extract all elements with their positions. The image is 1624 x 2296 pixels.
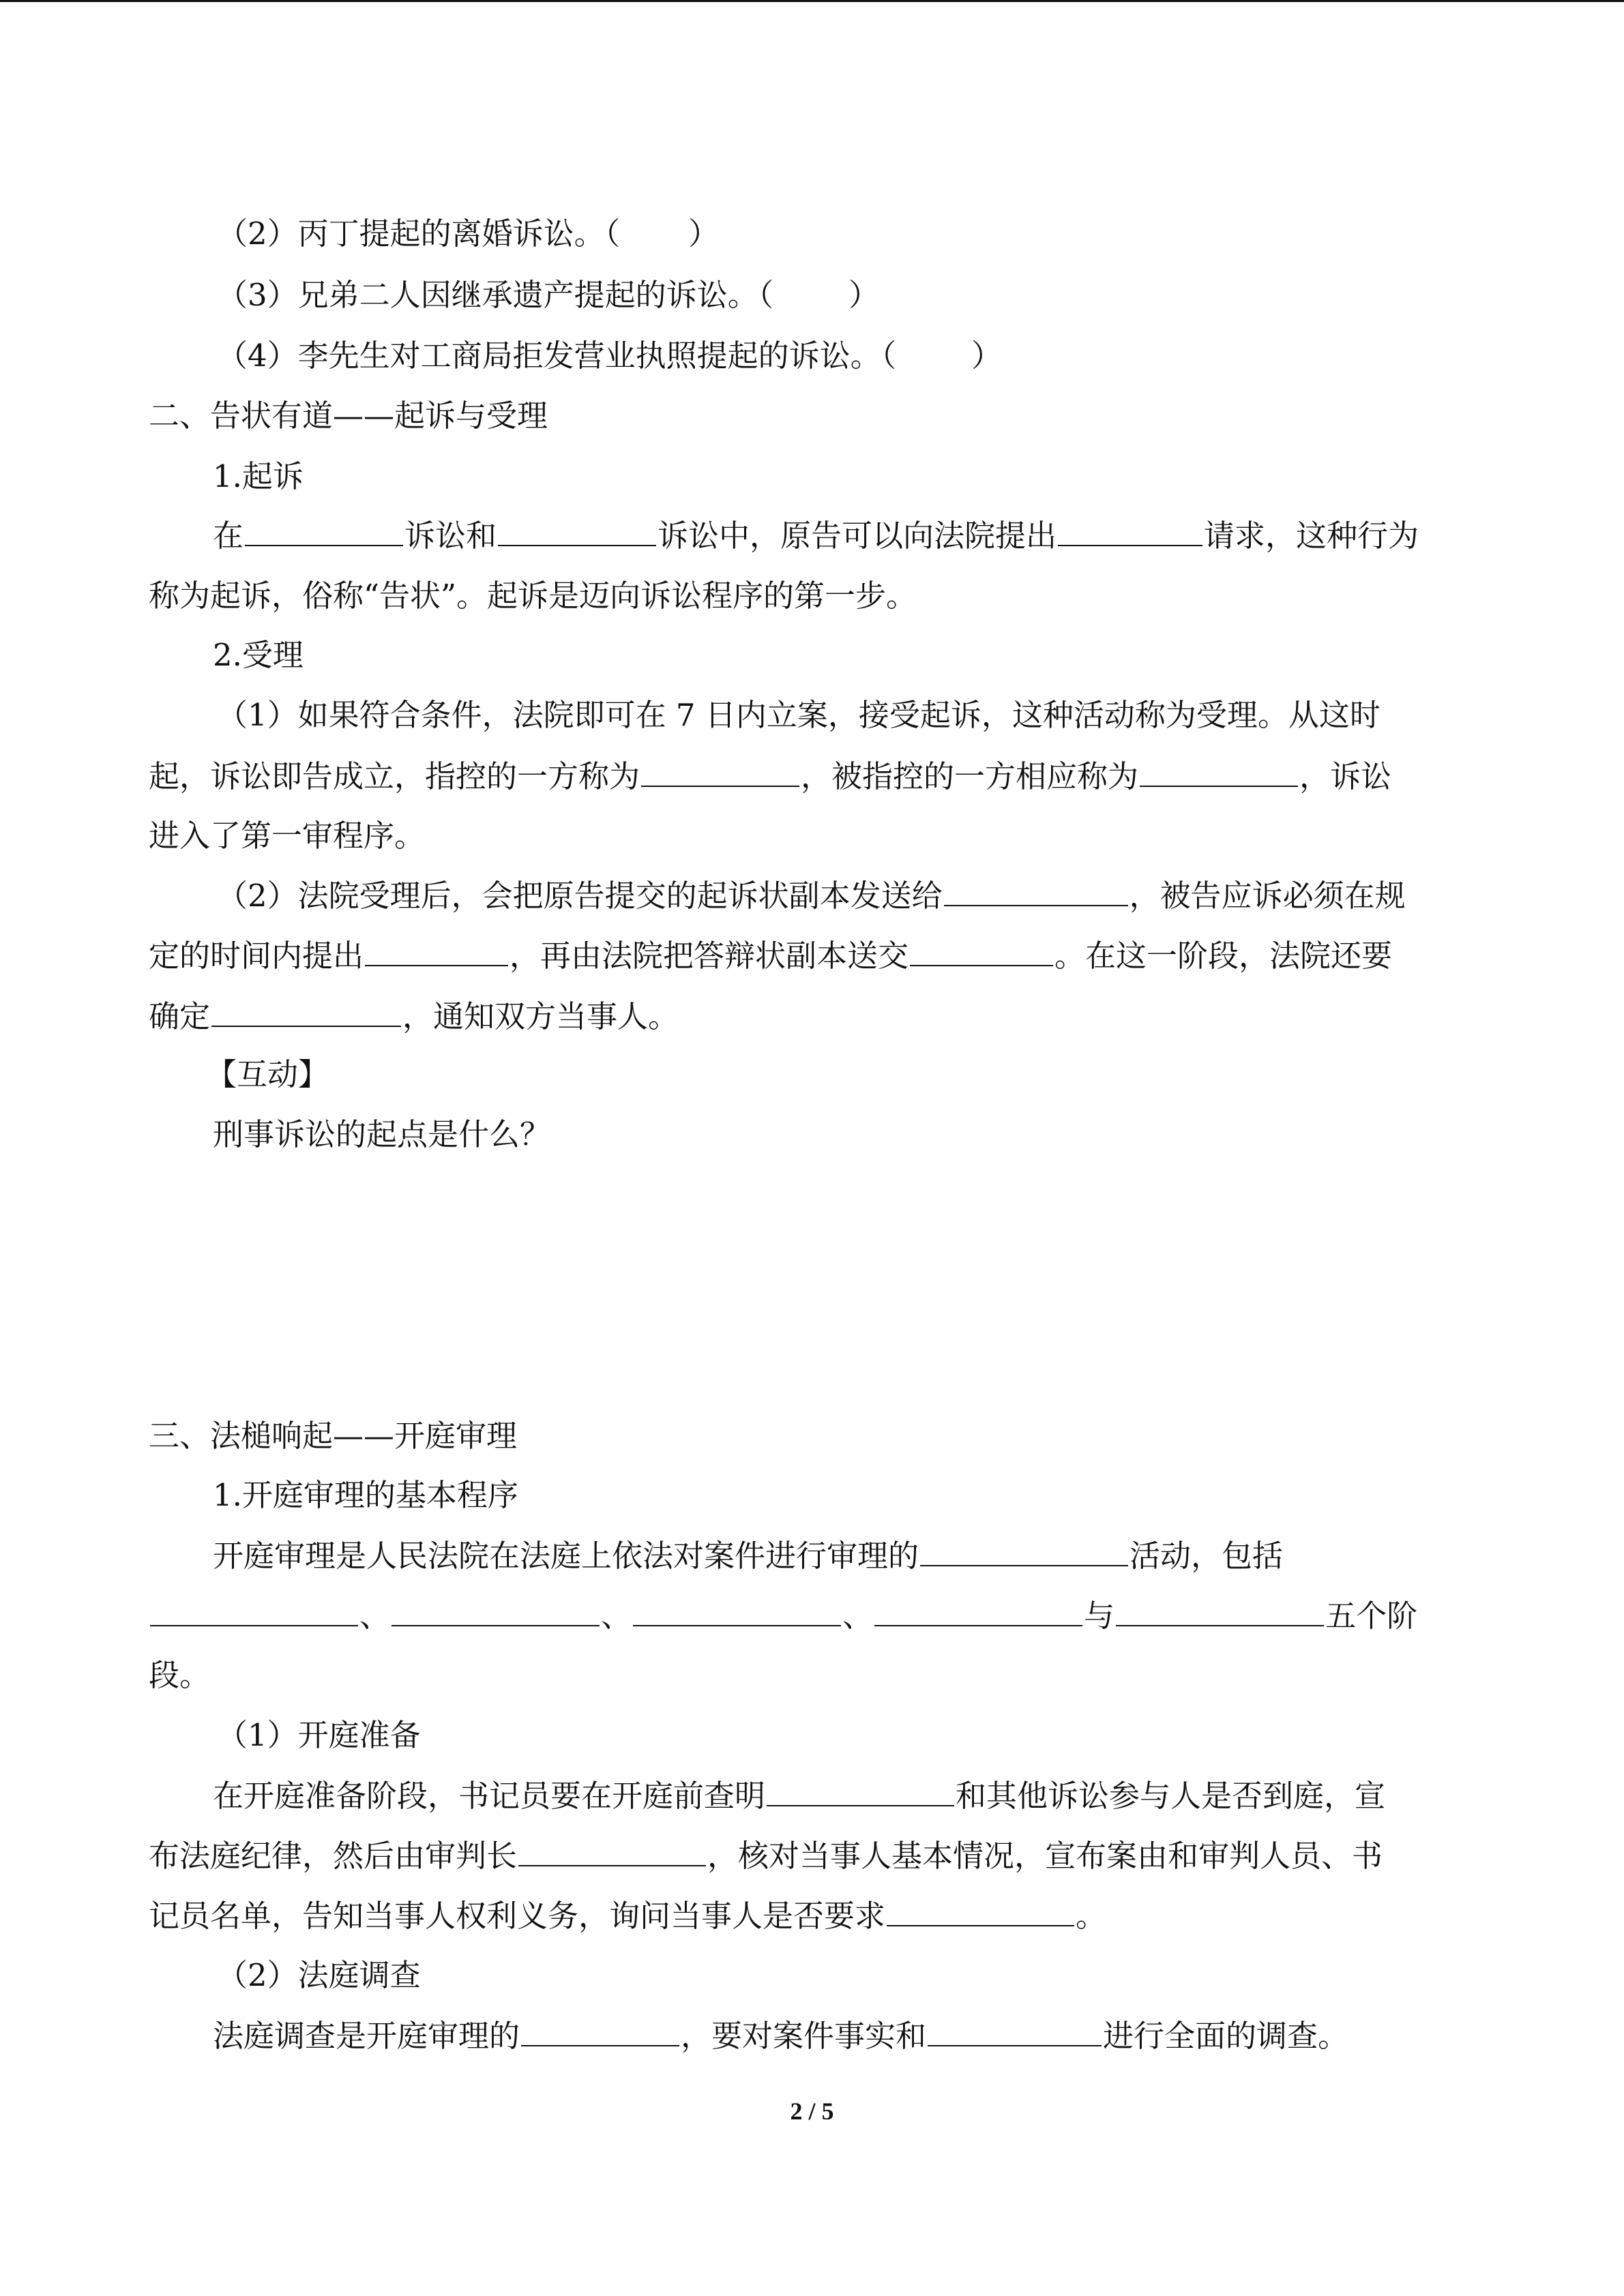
fill-blank[interactable] <box>211 996 401 1027</box>
fill-blank[interactable] <box>887 1895 1074 1926</box>
paragraph-trial-line3: 段。 <box>149 1657 211 1693</box>
paragraph-preparation-line2: 布法庭纪律，然后由审判长 ，核对当事人基本情况，宣布案由和审判人员、书 <box>149 1835 1383 1877</box>
section-3-heading: 三、法槌响起——开庭审理 <box>149 1418 518 1454</box>
paragraph-acceptance-1-line1: （1）如果符合条件，法院即可在 7 日内立案，接受起诉，这种活动称为受理。从这时 <box>217 697 1381 733</box>
subheading-trial-procedure: 1.开庭审理的基本程序 <box>213 1477 518 1513</box>
fill-blank[interactable] <box>365 935 508 966</box>
paragraph-investigation-line1: 法庭调查是开庭审理的 ，要对案件事实和 进行全面的调查。 <box>213 2015 1348 2057</box>
page-number: 2 / 5 <box>790 2098 834 2125</box>
question-4 <box>217 336 1002 376</box>
fill-blank[interactable] <box>521 2015 679 2046</box>
paragraph-prosecution-line1: 在 诉讼和 诉讼中，原告可以向法院提出 请求，这种行为 <box>213 515 1419 556</box>
fill-blank[interactable] <box>1058 515 1202 546</box>
fill-blank[interactable] <box>633 1595 841 1626</box>
fill-blank[interactable] <box>1140 756 1298 787</box>
fill-blank[interactable] <box>910 935 1053 966</box>
paragraph-trial-line2: 、 、 、 与 五个阶 <box>149 1595 1417 1637</box>
page-top-border <box>0 0 1624 2</box>
fill-blank[interactable] <box>245 515 403 546</box>
fill-blank[interactable] <box>150 1595 358 1626</box>
fill-blank[interactable] <box>518 1835 706 1866</box>
subheading-acceptance: 2.受理 <box>213 637 304 673</box>
paragraph-preparation-line1: 在开庭准备阶段，书记员要在开庭前查明 和其他诉讼参与人是否到庭，宣 <box>213 1775 1385 1817</box>
question-3-close: ） <box>848 277 880 313</box>
fill-blank[interactable] <box>874 1595 1082 1626</box>
fill-blank[interactable] <box>1116 1595 1324 1626</box>
question-4-close: ） <box>971 338 1003 374</box>
question-2-text: （2）丙丁提起的离婚诉讼。（ <box>217 215 621 252</box>
paragraph-acceptance-2-line2: 定的时间内提出 ，再由法院把答辩状副本送交 。在这一阶段，法院还要 <box>149 935 1392 976</box>
subheading-prosecution: 1.起诉 <box>213 458 304 494</box>
interaction-label: 【互动】 <box>206 1056 329 1092</box>
question-3 <box>217 275 879 316</box>
paragraph-acceptance-1-line2: 起，诉讼即告成立，指控的一方称为 ，被指控的一方相应称为 ，诉讼 <box>149 756 1391 797</box>
section-2-heading: 二、告状有道——起诉与受理 <box>149 398 548 434</box>
question-4-text: （4）李先生对工商局拒发营业执照提起的诉讼。（ <box>217 338 897 374</box>
paragraph-preparation-line3: 记员名单，告知当事人权利义务，询问当事人是否要求 。 <box>149 1895 1106 1937</box>
fill-blank[interactable] <box>928 2015 1102 2046</box>
subheading-court-investigation: （2）法庭调查 <box>217 1957 421 1993</box>
interaction-question: 刑事诉讼的起点是什么？ <box>213 1116 551 1152</box>
paragraph-acceptance-1-line3: 进入了第一审程序。 <box>149 818 426 854</box>
fill-blank[interactable] <box>767 1775 954 1806</box>
paragraph-prosecution-line2: 称为起诉，俗称“告状”。起诉是迈向诉讼程序的第一步。 <box>149 578 917 614</box>
fill-blank[interactable] <box>641 756 799 787</box>
fill-blank[interactable] <box>392 1595 600 1626</box>
fill-blank[interactable] <box>944 875 1128 906</box>
paragraph-acceptance-2-line1: （2）法院受理后，会把原告提交的起诉状副本发送给 ，被告应诉必须在规 <box>217 875 1406 916</box>
question-2 <box>217 213 719 254</box>
fill-blank[interactable] <box>920 1535 1128 1566</box>
paragraph-trial-line1: 开庭审理是人民法院在法庭上依法对案件进行审理的 活动，包括 <box>213 1535 1283 1577</box>
subheading-trial-preparation: （1）开庭准备 <box>217 1717 421 1753</box>
paragraph-acceptance-2-line3: 确定 ，通知双方当事人。 <box>149 996 679 1037</box>
question-3-text: （3）兄弟二人因继承遗产提起的诉讼。（ <box>217 277 774 313</box>
fill-blank[interactable] <box>498 515 656 546</box>
question-2-close: ） <box>688 215 720 252</box>
